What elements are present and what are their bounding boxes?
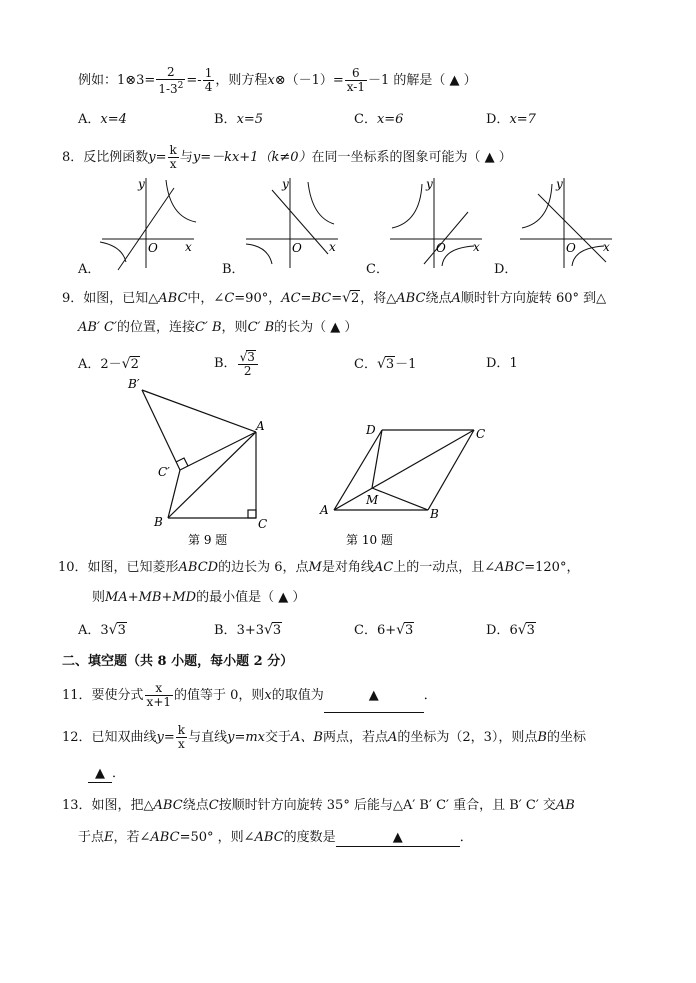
- q9-stem-line2: AB′ C′的位置，连接C′ B，则C′ B的长为（ ▲ ）: [78, 320, 358, 335]
- svg-text:O: O: [292, 241, 302, 255]
- q7-option-c: C．x=6: [354, 112, 404, 127]
- q9-option-d: D．1: [486, 356, 518, 371]
- svg-text:D: D: [366, 423, 376, 437]
- q10-option-a: A．3√3: [78, 622, 126, 638]
- svg-text:x: x: [473, 240, 480, 254]
- q12-fraction: $\frac{k}{x}$: [177, 723, 186, 751]
- svg-text:B: B: [430, 507, 439, 521]
- svg-text:y: y: [426, 177, 433, 191]
- svg-text:B′: B′: [128, 377, 140, 391]
- q8-graph-c: [386, 172, 486, 272]
- svg-text:C′: C′: [158, 465, 170, 479]
- svg-text:y: y: [138, 177, 145, 191]
- svg-text:y: y: [282, 177, 289, 191]
- q13-stem-line1: 13．如图，把△ABC绕点C按顺时针方向旋转 35° 后能与△A′ B′ C′ 重合，且 B′ C′ 交AB: [62, 798, 575, 813]
- q11-fraction: $\frac{x}{x+1}$: [146, 681, 172, 709]
- q10-option-d: D．6√3: [486, 622, 535, 638]
- svg-text:A: A: [256, 419, 265, 433]
- svg-text:x: x: [603, 240, 610, 254]
- q10-stem-line2: 则MA+MB+MD的最小值是（ ▲ ）: [92, 590, 306, 605]
- q10-option-c: C．6+√3: [354, 622, 414, 638]
- q9-optb-fraction: $\frac{√3}{2}$: [238, 350, 258, 378]
- q12-stem-line2: ▲ ．: [88, 766, 125, 783]
- svg-text:A: A: [320, 503, 329, 517]
- q7-fraction-3: $\frac{6}{x-1}$: [346, 66, 365, 94]
- q9-option-a: A．2－√2: [78, 356, 139, 372]
- q7-fraction-2: $\frac{1}{4}$: [204, 66, 213, 94]
- svg-text:M: M: [366, 493, 379, 507]
- svg-text:第 9 题: 第 9 题: [188, 533, 228, 547]
- q8-option-b: B．: [222, 262, 245, 277]
- q8-graph-a: [98, 172, 198, 272]
- q7-option-a: A．x=4: [78, 112, 127, 127]
- q8-option-a: A．: [78, 262, 101, 277]
- svg-text:x: x: [185, 240, 192, 254]
- svg-text:x: x: [329, 240, 336, 254]
- svg-text:C: C: [476, 427, 486, 441]
- q8-option-d: D．: [494, 262, 518, 277]
- q12-stem-line1: 12．已知双曲线y= $\frac{k}{x}$ 与直线y=mx交于A、B两点，若点A的坐标为（2，3），则点B的坐标: [62, 723, 586, 751]
- q13-stem-line2: 于点E，若∠ABC=50° ，则∠ABC的度数是 ▲ ．: [78, 830, 473, 845]
- q10-stem-line1: 10．如图，已知菱形ABCD的边长为 6，点M是对角线AC上的一动点，且∠ABC=120°，: [58, 560, 580, 575]
- q11-stem: 11．要使分式 $\frac{x}{x+1}$ 的值等于 0，则x的取值为 ▲ ．: [62, 680, 437, 712]
- svg-text:O: O: [436, 241, 446, 255]
- q8-graph-b: [242, 172, 342, 272]
- q10-option-b: B．3+3√3: [214, 622, 282, 638]
- q7-option-b: B．x=5: [214, 112, 264, 127]
- svg-text:O: O: [148, 241, 158, 255]
- figure-10: [316, 412, 496, 552]
- q7-stem: 例如：1⊗3= $\frac{2}{1-3^2}$ =- $\frac{1}{4}$ ，则方程x⊗（－1）= $\frac{6}{x-1}$ －1 的解是（ ▲ ）: [78, 64, 477, 96]
- svg-text:B: B: [154, 515, 163, 529]
- q9-option-b: B． $\frac{√3}{2}$: [214, 346, 259, 382]
- svg-text:O: O: [566, 241, 576, 255]
- q8-graph-d: [516, 172, 616, 272]
- q8-fraction: $\frac{k}{x}$: [169, 143, 177, 171]
- q9-stem-line1: 9．如图，已知△ABC中，∠C=90°，AC=BC=√2，将△ABC绕点A顺时针方向旋转 60° 到△: [62, 290, 607, 306]
- svg-text:第 10 题: 第 10 题: [346, 533, 393, 547]
- svg-text:y: y: [556, 177, 563, 191]
- q7-option-d: D．x=7: [486, 112, 536, 127]
- q7-fraction-1: $\frac{2}{1-3^2}$: [158, 64, 184, 96]
- figure-9: [122, 372, 282, 552]
- section-2-title: 二、填空题（共 8 小题，每小题 2 分）: [62, 654, 294, 669]
- q9-option-c: C．√3－1: [354, 356, 417, 372]
- q8-stem: 8．反比例函数y= $\frac{k}{x}$ 与y=－kx+1（k≠0）在同一坐标系的图象可能为（ ▲ ）: [62, 143, 512, 171]
- q8-option-c: C．: [366, 262, 389, 277]
- svg-text:C: C: [258, 517, 268, 531]
- q12-answer-blank[interactable]: ▲: [88, 766, 112, 783]
- q13-answer-blank[interactable]: ▲: [336, 830, 460, 847]
- q11-answer-blank[interactable]: ▲: [324, 680, 424, 713]
